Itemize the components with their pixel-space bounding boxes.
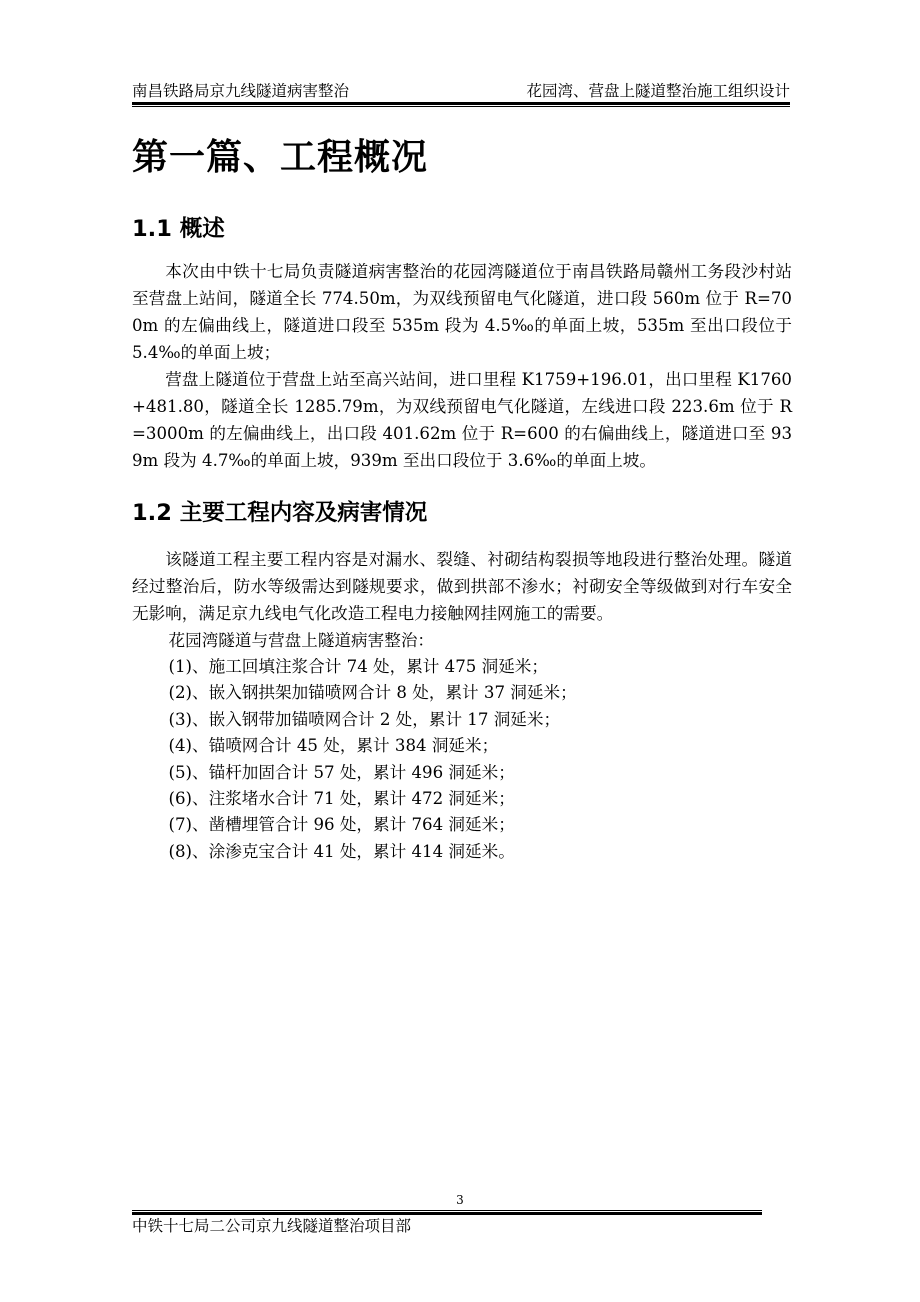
main-content [132,128,792,865]
list-item: (5)、锚杆加固合计 57 处，累计 496 洞延米； [168,762,515,782]
page-number: 3 [456,1193,464,1207]
list-item: (7)、凿槽埋管合计 96 处，累计 764 洞延米； [168,815,515,835]
list-item: (3)、嵌入钢带加锚喷网合计 2 处，累计 17 洞延米； [168,709,561,729]
list-item: (8)、涂渗克宝合计 41 处，累计 414 洞延米。 [168,841,515,861]
header-left-title: 南昌铁路局京九线隧道病害整治 [132,82,350,100]
footer-rule [132,1210,762,1215]
list-item: (4)、锚喷网合计 45 处，累计 384 洞延米； [168,736,499,756]
list-item: (1)、施工回填注浆合计 74 处，累计 475 洞延米； [168,657,548,676]
footer-organization: 中铁十七局二公司京九线隧道整治项目部 [132,1217,412,1235]
header-right-title: 花园湾、营盘上隧道整治施工组织设计 [526,82,790,100]
main-works-paragraph: 该隧道工程主要工程内容是对漏水、裂缝、衬砌结构裂损等地段进行整治处理。隧道经过整治后，防水等级需达到隧规要求，做到拱部不渗水；衬砌安全等级做到对行车安全无影响，满足京九线电气化改造工程电力接触网挂网施工的需要。 [132,550,792,623]
list-intro: 花园湾隧道与营盘上隧道病害整治： [168,631,435,650]
list-item: (6)、注浆堵水合计 71 处，累计 472 洞延米； [168,789,515,809]
works-list [132,654,792,865]
section-1-2-title: 1.2 主要工程内容及病害情况 [132,500,428,526]
list-item: (2)、嵌入钢拱架加锚喷网合计 8 处，累计 37 洞延米； [168,683,577,703]
header-rule [132,102,790,107]
page-header [132,78,790,102]
part-title: 第一篇、工程概况 [132,137,429,178]
overview-paragraph-yingpanshang: 营盘上隧道位于营盘上站至高兴站间，进口里程 K1759+196.01，出口里程 K1760+481.80，隧道全长 1285.79m，为双线预留电气化隧道，左线进口段 223.6m 位于 R=3000m 的左偏曲线上，出口段 401.62m 位于 R=600 的右偏曲线上，隧道进口至 939m 段为 4.7‰的单面上坡，939m 至出口段位于 3.6‰的单面上坡。 [132,370,792,470]
section-1-1-title: 1.1 概述 [132,216,225,242]
overview-paragraph-huayuanwan: 本次由中铁十七局负责隧道病害整治的花园湾隧道位于南昌铁路局赣州工务段沙村站至营盘上站间，隧道全长 774.50m，为双线预留电气化隧道，进口段 560m 位于 R=700m 的左偏曲线上，隧道进口段至 535m 段为 4.5‰的单面上坡，535m 至出口段位于 5.4‰的单面上坡； [132,262,792,362]
